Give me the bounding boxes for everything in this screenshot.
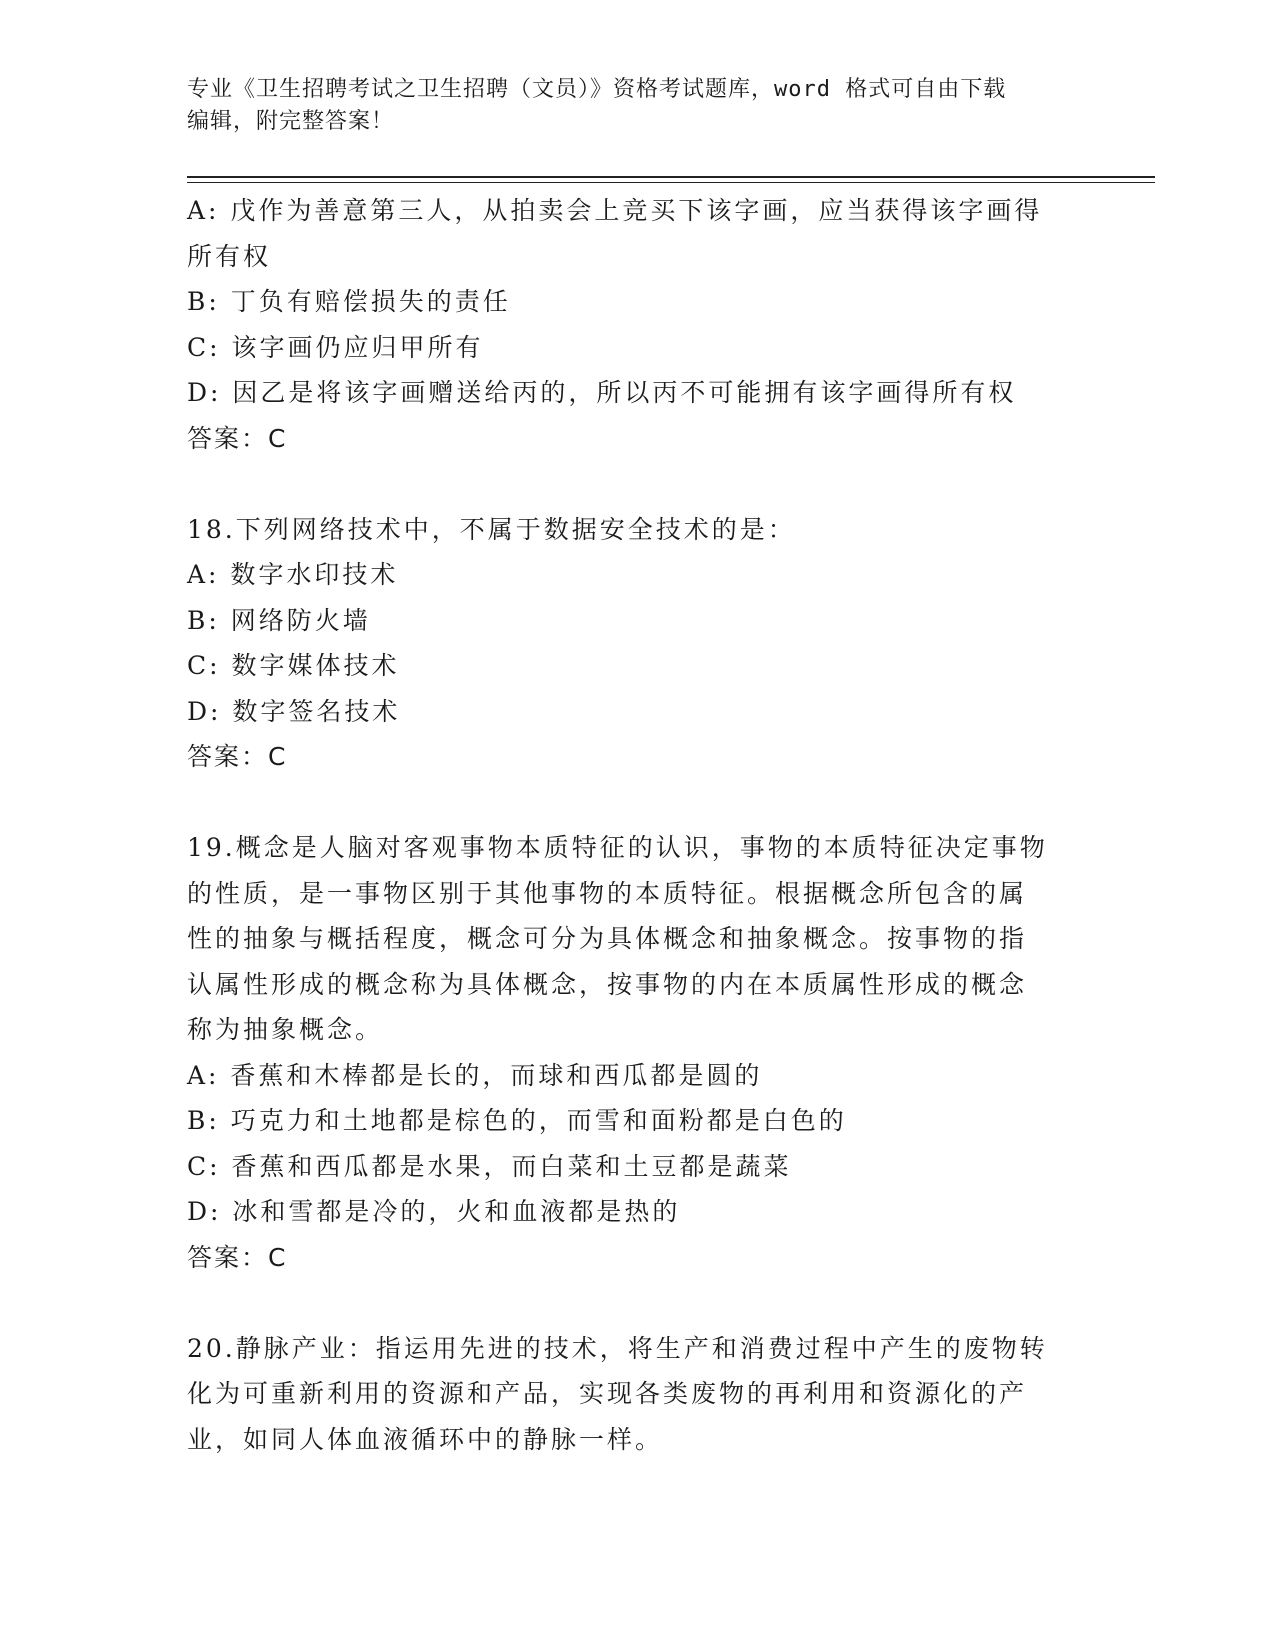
question-18-block: [187, 507, 1077, 780]
q18-option-d: D: 数字签名技术: [187, 696, 401, 726]
header-line-1: 专业《卫生招聘考试之卫生招聘（文员）》资格考试题库，word 格式可自由下载: [187, 77, 1007, 102]
header-line-2: 编辑，附完整答案！: [187, 109, 395, 134]
q18-option-b: B: 网络防火墙: [187, 605, 371, 635]
q19-stem-line-2: 的性质，是一事物区别于其他事物的本质特征。根据概念所包含的属: [187, 878, 1028, 908]
q19-stem-line-4: 认属性形成的概念称为具体概念，按事物的内在本质属性形成的概念: [187, 969, 1028, 999]
q20-stem-line-3: 业，如同人体血液循环中的静脉一样。: [187, 1424, 664, 1454]
q18-option-c: C: 数字媒体技术: [187, 651, 400, 680]
header-divider-thin: [187, 182, 1155, 183]
q18-option-a: A: 数字水印技术: [187, 560, 399, 589]
q19-option-d: D: 冰和雪都是冷的，火和血液都是热的: [187, 1197, 681, 1226]
q19-option-b: B: 巧克力和土地都是棕色的，而雪和面粉都是白色的: [187, 1106, 847, 1135]
spacer: [187, 1280, 1077, 1326]
q17-option-b: B: 丁负有赔偿损失的责任: [187, 287, 511, 316]
q20-stem-line-1: 20.静脉产业：指运用先进的技术，将生产和消费过程中产生的废物转: [187, 1333, 1048, 1363]
header-divider-thick: [187, 176, 1155, 178]
page-header: [187, 74, 1087, 138]
q19-option-a: A: 香蕉和木棒都是长的，而球和西瓜都是圆的: [187, 1060, 763, 1090]
q19-stem-line-1: 19.概念是人脑对客观事物本质特征的认识，事物的本质特征决定事物: [187, 833, 1048, 862]
question-20-block: [187, 1326, 1077, 1463]
question-17-block: [187, 188, 1077, 461]
q17-option-a-line-1: A: 戊作为善意第三人，从拍卖会上竞买下该字画，应当获得该字画得: [187, 196, 1043, 225]
q19-stem-line-3: 性的抽象与概括程度，概念可分为具体概念和抽象概念。按事物的指: [187, 924, 1028, 953]
q19-option-c: C: 香蕉和西瓜都是水果，而白菜和土豆都是蔬菜: [187, 1151, 792, 1181]
spacer: [187, 461, 1077, 507]
q17-option-d: D: 因乙是将该字画赠送给丙的，所以丙不可能拥有该字画得所有权: [187, 378, 1017, 407]
q20-stem-line-2: 化为可重新利用的资源和产品，实现各类废物的再利用和资源化的产: [187, 1379, 1028, 1408]
q18-stem: 18.下列网络技术中，不属于数据安全技术的是：: [187, 514, 796, 544]
q17-option-a-line-2: 所有权: [187, 241, 272, 271]
q19-answer: 答案：C: [187, 1242, 288, 1272]
question-19-block: [187, 825, 1077, 1280]
q17-answer: 答案：C: [187, 423, 288, 453]
q19-stem-line-5: 称为抽象概念。: [187, 1015, 384, 1044]
question-content: [187, 188, 1077, 1462]
q17-option-c: C: 该字画仍应归甲所有: [187, 332, 484, 362]
spacer: [187, 780, 1077, 826]
q18-answer: 答案：C: [187, 742, 288, 771]
